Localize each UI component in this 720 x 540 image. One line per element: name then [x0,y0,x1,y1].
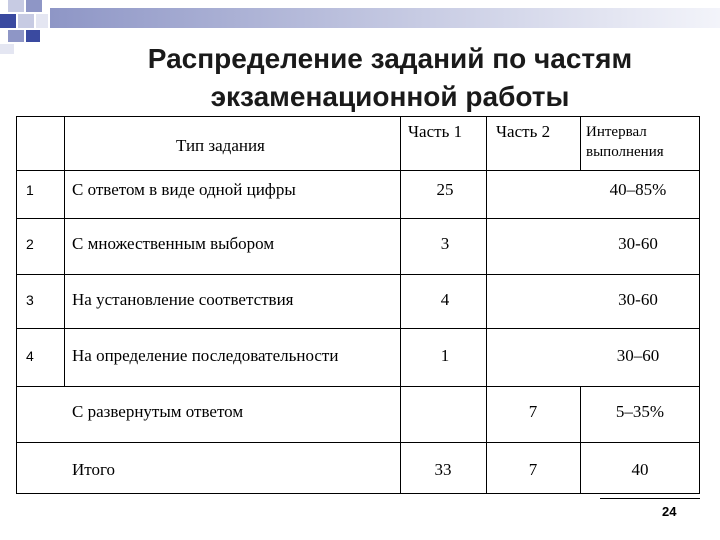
header-interval-line2: выполнения [586,144,664,160]
row-4-interval: 30–60 [616,346,660,365]
row-total-part2: 7 [528,460,538,479]
row-total-part1: 33 [434,460,452,479]
row-3-number: 3 [26,292,34,308]
row-4-part1: 1 [440,346,450,365]
row-4-number: 4 [26,348,34,364]
row-1-part1: 25 [436,180,454,199]
row-2-part1: 3 [440,234,450,253]
deco-square [8,30,24,42]
row-5-type: С развернутым ответом [72,402,244,421]
row-1-type: С ответом в виде одной цифры [72,180,296,199]
row-3-part1: 4 [440,290,450,309]
header-interval-line1: Интервал [586,124,647,140]
row-3-interval: 30-60 [618,290,658,309]
deco-square [26,30,40,42]
row-1-interval: 40–85% [609,180,667,199]
deco-square [0,14,16,28]
row-2-number: 2 [26,236,34,252]
header-type: Тип задания [176,136,265,155]
header-gradient-bar [50,8,720,28]
row-5-interval: 5–35% [615,402,665,421]
row-2-type: С множественным выбором [72,234,275,253]
header-part2: Часть 2 [496,122,551,141]
row-total-type: Итого [72,460,116,479]
slide-title: Распределение заданий по частям экзаменационной работы [147,43,633,112]
row-3-type: На установление соответствия [72,290,294,309]
distribution-table [16,116,700,494]
deco-square [0,44,14,54]
row-5-part2: 7 [528,402,538,421]
page-number-rule [600,498,700,499]
row-2-interval: 30-60 [618,234,658,253]
deco-square [8,0,24,12]
page-number: 24 [662,504,677,519]
deco-square [26,0,42,12]
deco-square [18,14,34,28]
deco-square [36,14,48,28]
row-4-type: На определение последовательности [72,346,339,365]
row-1-number: 1 [26,182,34,198]
header-part1: Часть 1 [408,122,463,141]
row-total-interval: 40 [631,460,649,479]
